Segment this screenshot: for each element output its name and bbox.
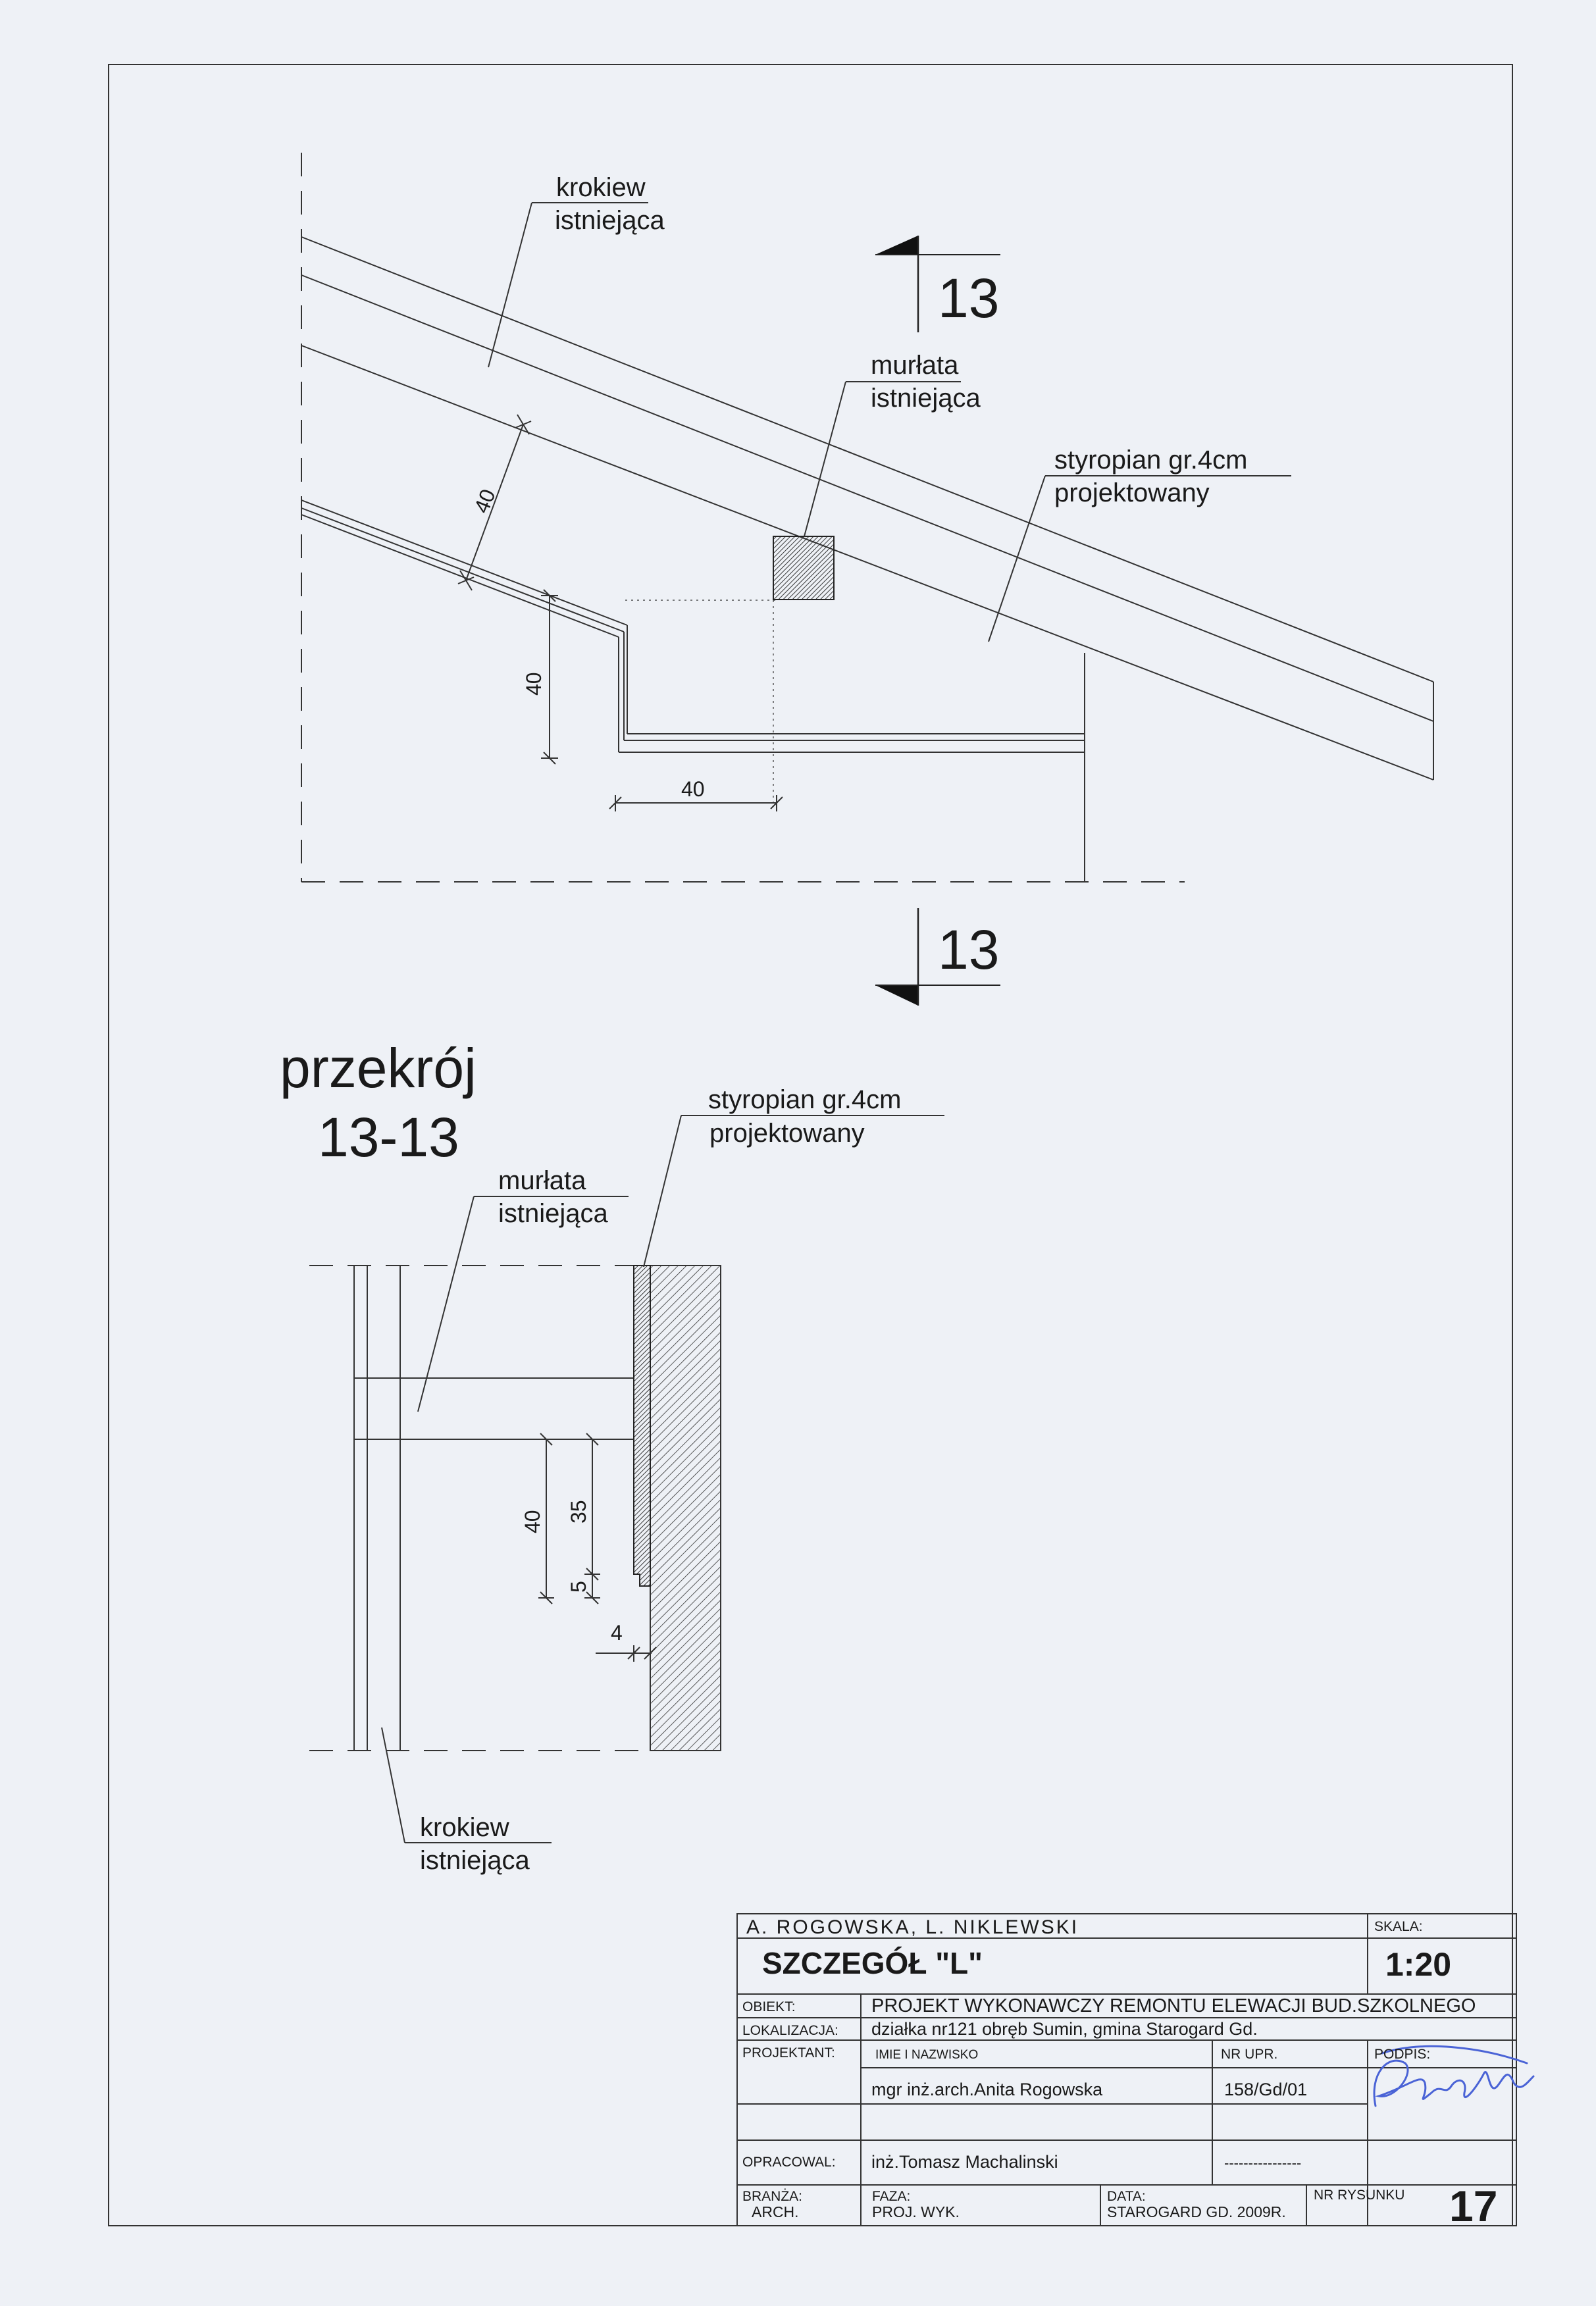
date-label: DATA: bbox=[1107, 2189, 1146, 2204]
svg-text:styropian gr.4cm: styropian gr.4cm bbox=[708, 1085, 902, 1114]
svg-text:13-13: 13-13 bbox=[318, 1106, 459, 1168]
section-dim-40: 40 bbox=[521, 1510, 544, 1533]
date-value: STAROGARD GD. 2009R. bbox=[1107, 2203, 1286, 2220]
phase-value: PROJ. WYK. bbox=[872, 2203, 960, 2220]
svg-text:istniejąca: istniejąca bbox=[871, 384, 981, 413]
section-insulation-label bbox=[708, 1085, 901, 1148]
branch-label: BRANŻA: bbox=[742, 2189, 803, 2204]
svg-text:13: 13 bbox=[938, 919, 1000, 981]
authors: A. ROGOWSKA, L. NIKLEWSKI bbox=[746, 1916, 1079, 1938]
object-label: OBIEKT: bbox=[742, 1999, 796, 2014]
license-header: NR UPR. bbox=[1221, 2047, 1278, 2062]
svg-text:styropian gr.4cm: styropian gr.4cm bbox=[1054, 446, 1248, 474]
section-marker-top bbox=[875, 236, 1000, 332]
section-marker-bottom bbox=[875, 908, 1000, 1006]
svg-text:krokiew: krokiew bbox=[556, 173, 646, 202]
svg-text:murłata: murłata bbox=[871, 351, 959, 380]
section-insulation bbox=[634, 1266, 650, 1586]
location-value: działka nr121 obręb Sumin, gmina Starogard Gd. bbox=[871, 2019, 1258, 2039]
section-dim-5: 5 bbox=[567, 1581, 590, 1593]
object-value: PROJEKT WYKONAWCZY REMONTU ELEWACJI BUD.SZKOLNEGO bbox=[871, 1995, 1476, 2016]
designer-label: PROJEKTANT: bbox=[742, 2045, 835, 2061]
plan-rafter-label bbox=[555, 173, 665, 235]
section-dim-35: 35 bbox=[567, 1500, 590, 1524]
prepared-license: ---------------- bbox=[1224, 2155, 1302, 2171]
drawing-number-label: NR RYSUNKU bbox=[1314, 2188, 1405, 2203]
plan-dim-40-slope: 40 bbox=[469, 486, 500, 517]
name-header: IMIE I NAZWISKO bbox=[875, 2048, 979, 2062]
svg-text:przekrój: przekrój bbox=[280, 1037, 476, 1099]
svg-text:istniejąca: istniejąca bbox=[555, 206, 665, 235]
scale-label: SKALA: bbox=[1374, 1919, 1423, 1934]
roof-detail bbox=[301, 153, 1433, 882]
plan-dim-40-vertical: 40 bbox=[522, 672, 546, 696]
svg-text:projektowany: projektowany bbox=[1054, 478, 1210, 507]
svg-text:istniejąca: istniejąca bbox=[498, 1199, 608, 1228]
svg-text:murłata: murłata bbox=[498, 1166, 586, 1195]
signature-header: PODPIS: bbox=[1374, 2047, 1431, 2062]
plan-leaders bbox=[488, 203, 1291, 642]
wall-plate-hatch bbox=[773, 536, 834, 600]
designer-license: 158/Gd/01 bbox=[1224, 2080, 1308, 2099]
location-label: LOKALIZACJA: bbox=[742, 2023, 838, 2038]
designer-name: mgr inż.arch.Anita Rogowska bbox=[871, 2080, 1103, 2099]
svg-text:13: 13 bbox=[938, 267, 1000, 329]
svg-text:krokiew: krokiew bbox=[420, 1813, 509, 1842]
plan-dim-40-horizontal: 40 bbox=[681, 777, 705, 801]
drawing-number: 17 bbox=[1449, 2182, 1498, 2230]
phase-label: FAZA: bbox=[872, 2189, 911, 2204]
drawing-name: SZCZEGÓŁ "L" bbox=[762, 1946, 983, 1980]
prepared-name: inż.Tomasz Machalinski bbox=[871, 2152, 1058, 2172]
svg-text:istniejąca: istniejąca bbox=[420, 1846, 530, 1875]
branch-value: ARCH. bbox=[752, 2203, 799, 2220]
section-rafter-label bbox=[420, 1813, 530, 1875]
scale-value: 1:20 bbox=[1385, 1946, 1452, 1983]
section-dim-4: 4 bbox=[611, 1621, 623, 1645]
title-block bbox=[737, 1914, 1516, 2230]
section-wall-hatch bbox=[650, 1266, 721, 1751]
section-title bbox=[280, 1037, 476, 1168]
svg-text:projektowany: projektowany bbox=[709, 1119, 865, 1148]
prepared-label: OPRACOWAL: bbox=[742, 2155, 836, 2170]
